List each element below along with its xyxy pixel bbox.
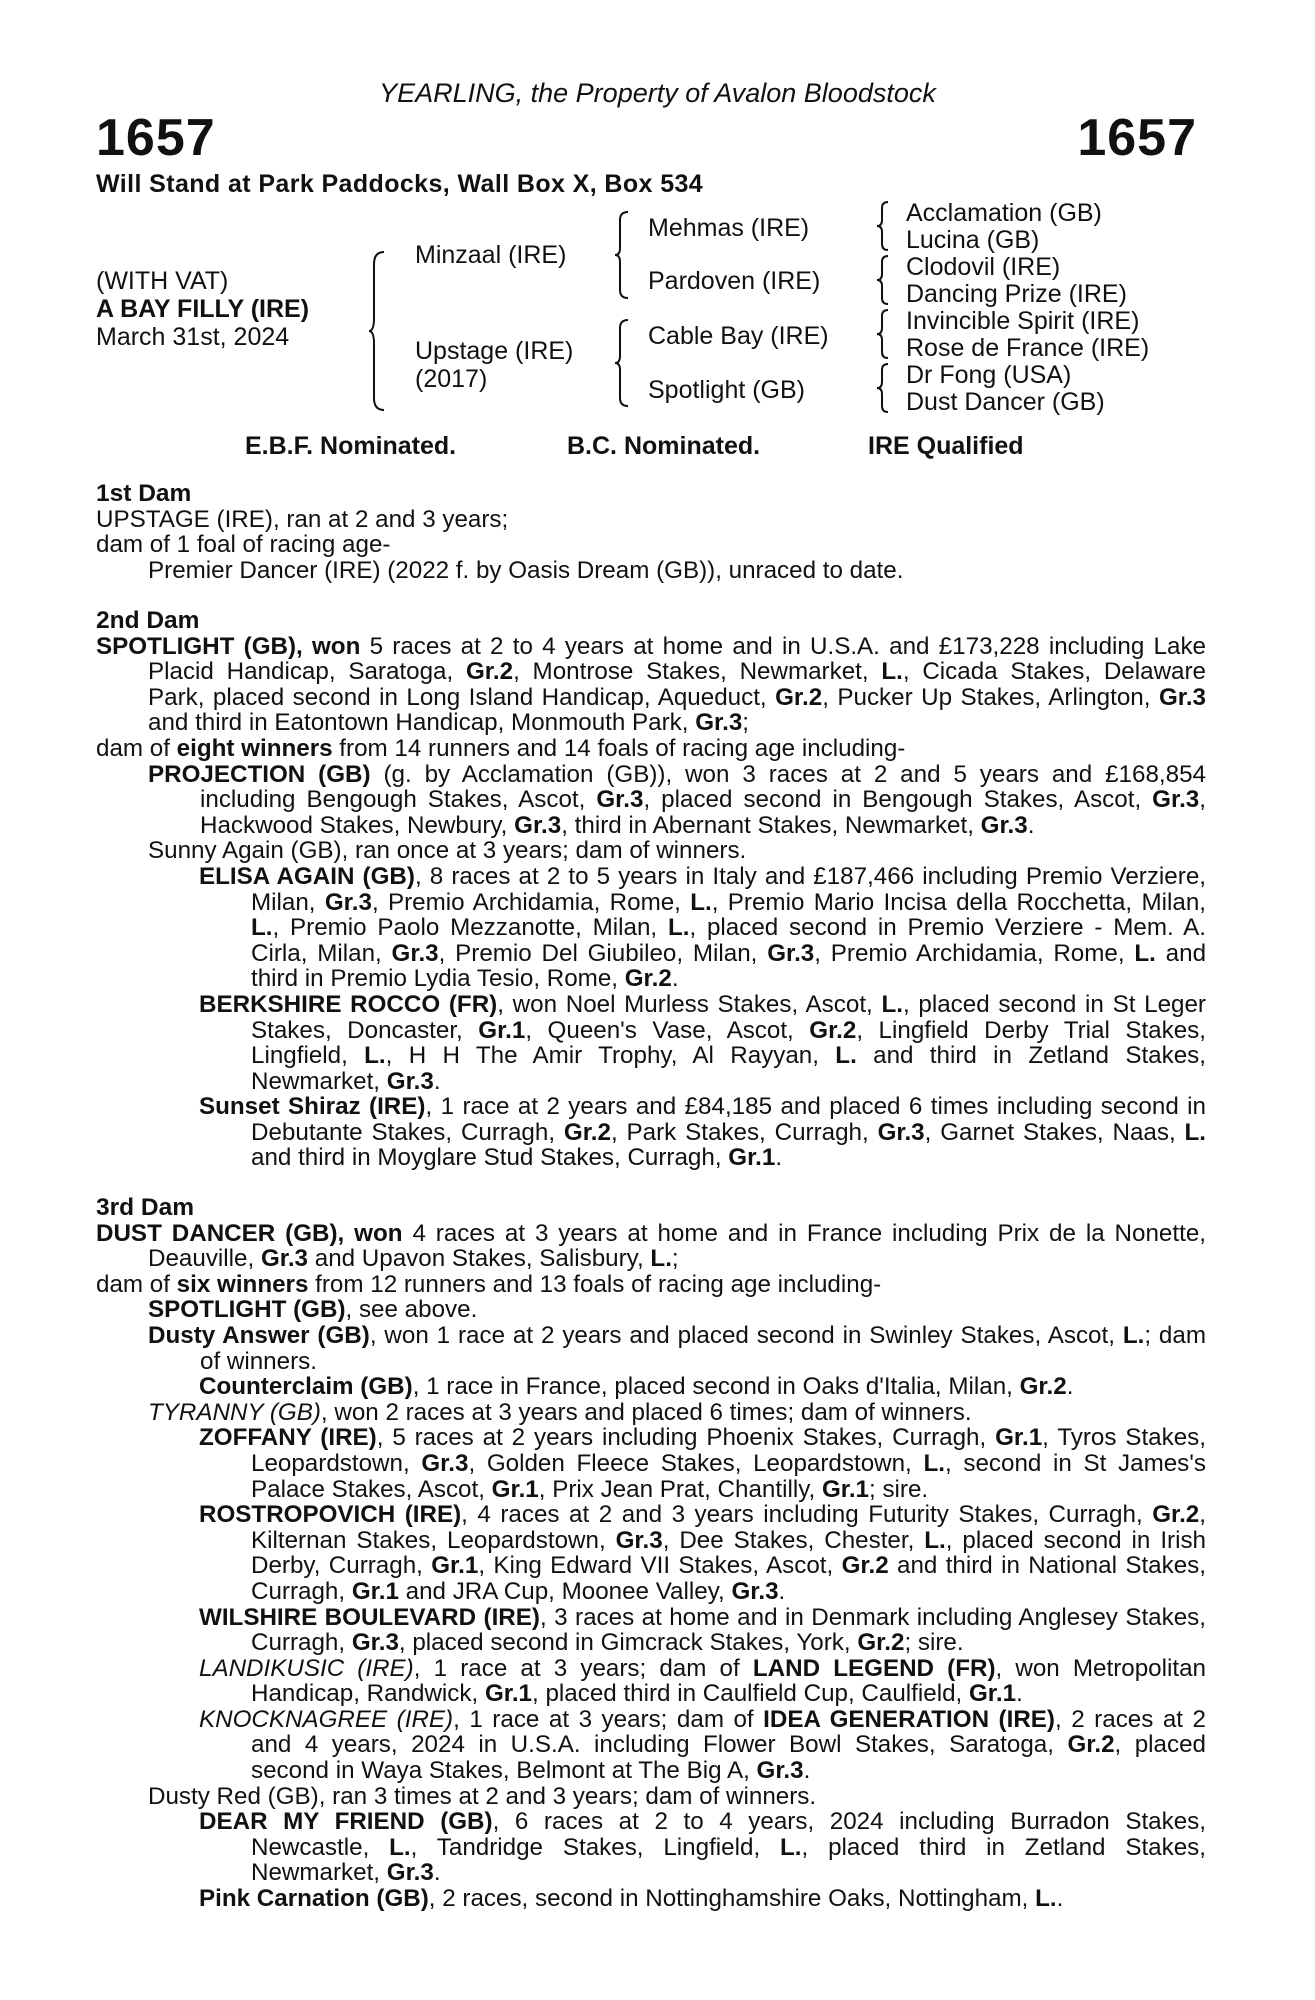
- list-item: KNOCKNAGREE (IRE), 1 race at 3 years; dam of IDEA GENERATION (IRE), 2 races at 2 and 4 years, 2024 in U.S.A. including Flower Bowl Stakes, Saratoga, Gr.2, placed second in Waya Stakes, Belmont at The Big A, Gr.3.: [199, 1705, 1207, 1785]
- ancestor-g7: Dr Fong (USA): [906, 361, 1072, 389]
- third-dam-heading: 3rd Dam: [96, 1194, 195, 1221]
- lot-number-left: 1657: [96, 109, 216, 167]
- foaling-date: March 31st, 2024: [96, 323, 290, 351]
- first-dam-line: UPSTAGE (IRE), ran at 2 and 3 years;: [96, 505, 509, 533]
- brace-dam: [614, 318, 634, 408]
- second-dam-section: [96, 608, 1206, 1171]
- bc-nominated: B.C. Nominated.: [567, 432, 761, 460]
- brace-g3: [876, 308, 894, 360]
- ancestor-g5: Invincible Spirit (IRE): [906, 307, 1140, 335]
- list-item: ZOFFANY (IRE), 5 races at 2 years including Phoenix Stakes, Curragh, Gr.1, Tyros Stakes, Leopardstown, Gr.3, Golden Fleece Stakes, Leopardstown, L., second in St James's Palace Stakes, Ascot, Gr.1, Prix Jean Prat, Chantilly, Gr.1; sire.: [199, 1424, 1206, 1503]
- list-item: BERKSHIRE ROCCO (FR), won Noel Murless Stakes, Ascot, L., placed second in St Leger Stakes, Doncaster, Gr.1, Queen's Vase, Ascot, Gr.2, Lingfield Derby Trial Stakes, Lingfield, L., H H The Amir Trophy, Al Rayyan, L. and third in Zetland Stakes, Newmarket, Gr.3.: [199, 990, 1206, 1095]
- first-dam-heading: 1st Dam: [96, 480, 192, 507]
- first-dam-section: [96, 481, 1206, 583]
- list-item: Dusty Red (GB), ran 3 times at 2 and 3 years; dam of winners.: [148, 1782, 817, 1810]
- list-item: Dusty Answer (GB), won 1 race at 2 years and placed second in Swinley Stakes, Ascot, L.; dam of winners.: [148, 1321, 1206, 1375]
- ancestor-g4: Dancing Prize (IRE): [906, 280, 1127, 308]
- dam-dam: Spotlight (GB): [648, 376, 806, 404]
- second-dam-entry: SPOTLIGHT (GB), won 5 races at 2 to 4 years at home and in U.S.A. and £173,228 including Lake Placid Handicap, Saratoga, Gr.2, Montrose Stakes, Newmarket, L., Cicada Stakes, Delaware Park, placed second in Long Island Handicap, Aqueduct, Gr.2, Pucker Up Stakes, Arlington, Gr.3 and third in Eatontown Handicap, Monmouth Park, Gr.3;: [96, 632, 1207, 737]
- sire-dam: Pardoven (IRE): [648, 267, 821, 295]
- sire-sire: Mehmas (IRE): [648, 214, 810, 242]
- dam-year: (2017): [415, 365, 488, 393]
- first-dam-produce: dam of 1 foal of racing age-: [96, 531, 391, 559]
- dam-sire: Cable Bay (IRE): [648, 322, 829, 350]
- page-heading: YEARLING, the Property of Avalon Bloodstock: [379, 78, 936, 108]
- list-item: Premier Dancer (IRE) (2022 f. by Oasis Dream (GB)), unraced to date.: [148, 556, 904, 584]
- list-item: ELISA AGAIN (GB), 8 races at 2 to 5 years in Italy and £187,466 including Premio Verziere, Milan, Gr.3, Premio Archidamia, Rome, L., Premio Mario Incisa della Rocchetta, Milan, L., Premio Paolo Mezzanotte, Milan, L., placed second in Premio Verziere - Mem. A. Cirla, Milan, Gr.3, Premio Del Giubileo, Milan, Gr.3, Premio Archidamia, Rome, L. and third in Premio Lydia Tesio, Rome, Gr.2.: [199, 862, 1207, 993]
- second-dam-produce: dam of eight winners from 14 runners and 14 foals of racing age including-: [96, 734, 906, 762]
- brace-g2: [876, 254, 894, 306]
- list-item: Counterclaim (GB), 1 race in France, placed second in Oaks d'Italia, Milan, Gr.2.: [199, 1373, 1074, 1401]
- third-dam-section: [96, 1195, 1206, 1912]
- ire-qualified: IRE Qualified: [868, 432, 1024, 460]
- dam: Upstage (IRE): [415, 337, 574, 365]
- list-item: DEAR MY FRIEND (GB), 6 races at 2 to 4 years, 2024 including Burradon Stakes, Newcastle, L., Tandridge Stakes, Lingfield, L., placed third in Zetland Stakes, Newmarket, Gr.3.: [199, 1808, 1206, 1887]
- ancestor-g2: Lucina (GB): [906, 226, 1040, 254]
- brace-sire: [614, 210, 634, 300]
- stand-location: Will Stand at Park Paddocks, Wall Box X, Box 534: [96, 170, 704, 198]
- list-item: PROJECTION (GB) (g. by Acclamation (GB)), won 3 races at 2 and 5 years and £168,854 including Bengough Stakes, Ascot, Gr.3, placed second in Bengough Stakes, Ascot, Gr.3, Hackwood Stakes, Newbury, Gr.3, third in Abernant Stakes, Newmarket, Gr.3.: [148, 760, 1206, 839]
- ebf-nominated: E.B.F. Nominated.: [245, 432, 457, 460]
- list-item: Sunset Shiraz (IRE), 1 race at 2 years and £84,185 and placed 6 times including second in Debutante Stakes, Curragh, Gr.2, Park Stakes, Curragh, Gr.3, Garnet Stakes, Naas, L. and third in Moyglare Stud Stakes, Curragh, Gr.1.: [199, 1093, 1206, 1172]
- sire: Minzaal (IRE): [415, 241, 567, 269]
- list-item: ROSTROPOVICH (IRE), 4 races at 2 and 3 years including Futurity Stakes, Curragh, Gr.2, Kilternan Stakes, Leopardstown, Gr.3, Dee Stakes, Chester, L., placed second in Irish Derby, Curragh, Gr.1, King Edward VII Stakes, Ascot, Gr.2 and third in National Stakes, Curragh, Gr.1 and JRA Cup, Moonee Valley, Gr.3.: [199, 1501, 1207, 1605]
- brace-main: [368, 250, 392, 412]
- vat-note: (WITH VAT): [96, 267, 229, 295]
- ancestor-g6: Rose de France (IRE): [906, 334, 1150, 362]
- lot-number-right: 1657: [1077, 109, 1197, 167]
- list-item: Pink Carnation (GB), 2 races, second in Nottinghamshire Oaks, Nottingham, L..: [199, 1885, 1064, 1913]
- brace-g4: [876, 362, 894, 414]
- list-item: WILSHIRE BOULEVARD (IRE), 3 races at home and in Denmark including Anglesey Stakes, Curragh, Gr.3, placed second in Gimcrack Stakes, York, Gr.2; sire.: [199, 1603, 1206, 1657]
- brace-g1: [876, 200, 894, 252]
- ancestor-g1: Acclamation (GB): [906, 199, 1102, 227]
- list-item: TYRANNY (GB), won 2 races at 3 years and placed 6 times; dam of winners.: [148, 1398, 972, 1426]
- list-item: SPOTLIGHT (GB), see above.: [148, 1296, 478, 1324]
- list-item: Sunny Again (GB), ran once at 3 years; dam of winners.: [148, 837, 747, 865]
- ancestor-g3: Clodovil (IRE): [906, 253, 1061, 281]
- third-dam-entry: DUST DANCER (GB), won 4 races at 3 years at home and in France including Prix de la Nonette, Deauville, Gr.3 and Upavon Stakes, Salisbury, L.;: [96, 1219, 1206, 1273]
- ancestor-g8: Dust Dancer (GB): [906, 388, 1105, 416]
- second-dam-heading: 2nd Dam: [96, 607, 200, 634]
- third-dam-produce: dam of six winners from 12 runners and 13 foals of racing age including-: [96, 1270, 882, 1298]
- lot-name: A BAY FILLY (IRE): [96, 295, 310, 323]
- list-item: LANDIKUSIC (IRE), 1 race at 3 years; dam of LAND LEGEND (FR), won Metropolitan Handicap, Randwick, Gr.1, placed third in Caulfield Cup, Caulfield, Gr.1.: [199, 1654, 1207, 1708]
